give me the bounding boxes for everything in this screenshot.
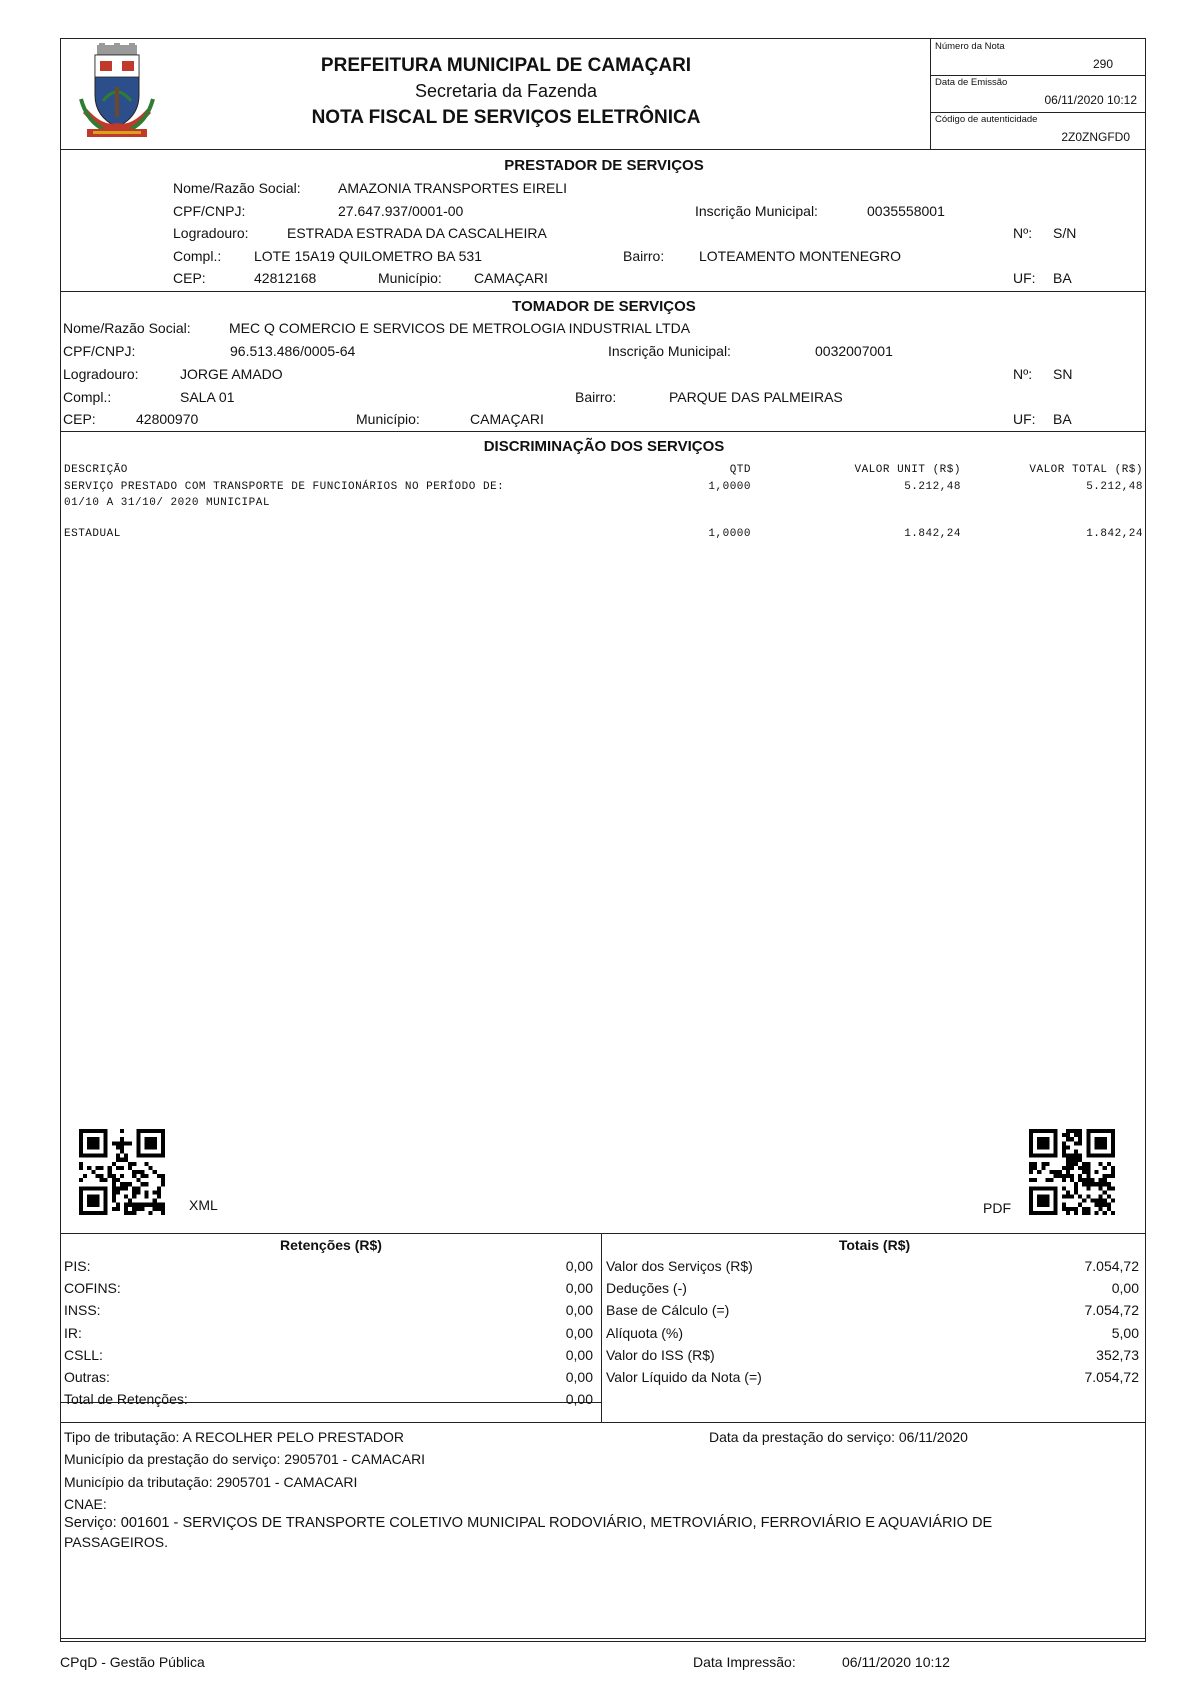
header-box-separator [930,112,1146,113]
tomador-section-title: TOMADOR DE SERVIÇOS [512,298,696,315]
codigo-autenticidade-value: 2Z0ZNGFD0 [1061,130,1130,144]
numero-nota-label: Número da Nota [935,41,1005,52]
total-label: Valor do ISS (R$) [606,1346,715,1363]
tomador-cep-value: 42800970 [136,411,199,427]
retencao-label: INSS: [64,1302,101,1319]
section-divider [61,291,1145,292]
prestador-im-value: 0035558001 [867,203,945,219]
retencao-value: 0,00 [565,1369,593,1385]
total-value: 352,73 [1096,1346,1139,1363]
total-label: Alíquota (%) [606,1324,684,1341]
numero-nota-value: 290 [1092,57,1113,71]
prestador-compl-value: LOTE 15A19 QUILOMETRO BA 531 [254,248,482,264]
servico-description-cont: PASSAGEIROS. [64,1534,168,1550]
service-item-description: ESTADUAL [64,528,121,540]
pdf-label[interactable]: PDF [983,1200,1011,1216]
prestador-im-label: Inscrição Municipal: [695,203,818,219]
tomador-compl-label: Compl.: [63,389,112,405]
prestador-cep-label: CEP: [173,270,206,286]
retencao-label: CSLL: [64,1346,103,1363]
retencao-value: 0,00 [565,1324,593,1341]
tomador-logradouro-label: Logradouro: [63,366,139,382]
prestador-uf-label: UF: [1013,270,1036,286]
xml-qr-code[interactable] [79,1129,165,1215]
service-item-unit: 1.842,24 [904,528,961,540]
tomador-municipio-label: Município: [356,411,420,427]
tomador-uf-value: BA [1053,411,1072,427]
total-label: Deduções (-) [606,1280,687,1297]
retencao-value: 0,00 [565,1280,593,1297]
section-divider [61,1422,1145,1423]
tomador-numero-label: Nº: [1013,366,1033,382]
retencao-value: 0,00 [565,1346,593,1363]
col-unit-header: VALOR UNIT (R$) [854,464,961,476]
tomador-nome-value: MEC Q COMERCIO E SERVICOS DE METROLOGIA INDUSTRIAL LTDA [229,320,691,336]
prestador-logradouro-value: ESTRADA ESTRADA DA CASCALHEIRA [287,225,547,241]
coat-of-arms-logo [73,43,161,143]
department-name: Secretaria da Fazenda [414,81,598,101]
header-box-separator [930,75,1146,76]
tomador-cep-label: CEP: [63,411,96,427]
section-divider [61,1233,1145,1234]
prestador-logradouro-label: Logradouro: [173,225,249,241]
service-item-qtd: 1,0000 [708,481,751,493]
retencao-label: Outras: [64,1369,110,1385]
retencao-label: Total de Retenções: [64,1391,188,1408]
servico-description: Serviço: 001601 - SERVIÇOS DE TRANSPORTE COLETIVO MUNICIPAL RODOVIÁRIO, METROVIÁRIO, FERROVIÁRIO E AQUAVIÁRIO DE [64,1515,993,1531]
tomador-bairro-value: PARQUE DAS PALMEIRAS [669,389,843,405]
col-total-header: VALOR TOTAL (R$) [1029,464,1143,476]
totais-title: Totais (R$) [838,1237,911,1253]
section-divider [61,431,1145,432]
prestador-cep-value: 42812168 [254,270,317,286]
footer-print-value: 06/11/2020 10:12 [842,1654,950,1670]
prestador-municipio-value: CAMAÇARI [474,270,548,286]
bottom-double-line [61,1638,1145,1639]
prestador-bairro-value: LOTEAMENTO MONTENEGRO [699,248,901,264]
prestador-municipio-label: Município: [378,270,442,286]
retencao-label: COFINS: [64,1280,121,1297]
tomador-cpf-label: CPF/CNPJ: [63,343,136,359]
prestador-nome-value: AMAZONIA TRANSPORTES EIRELI [338,180,567,196]
tomador-cpf-value: 96.513.486/0005-64 [230,343,356,359]
header-box-divider [930,39,931,149]
tomador-nome-label: Nome/Razão Social: [63,320,191,336]
invoice-page [60,38,1146,1642]
section-divider [61,149,1145,150]
tomador-numero-value: SN [1053,366,1073,382]
prestador-uf-value: BA [1053,270,1072,286]
retencao-value: 0,00 [565,1258,593,1274]
total-value: 0,00 [1111,1280,1139,1297]
total-label: Valor Líquido da Nota (=) [606,1369,762,1385]
document-title: NOTA FISCAL DE SERVIÇOS ELETRÔNICA [311,107,701,128]
retencao-label: IR: [64,1324,82,1341]
service-item-total: 1.842,24 [1086,528,1143,540]
total-label: Valor dos Serviços (R$) [606,1258,753,1274]
prestador-numero-label: Nº: [1013,225,1033,241]
servicos-section-title: DISCRIMINAÇÃO DOS SERVIÇOS [483,438,725,455]
cnae: CNAE: [64,1496,107,1512]
data-emissao-value: 06/11/2020 10:12 [1044,93,1137,107]
prestador-bairro-label: Bairro: [623,248,665,264]
retencao-value: 0,00 [565,1302,593,1319]
municipio-tributacao: Município da tributação: 2905701 - CAMACARI [64,1474,358,1490]
data-prestacao: Data da prestação do serviço: 06/11/2020 [709,1429,968,1445]
retencao-value: 0,00 [565,1391,593,1408]
service-item-qtd: 1,0000 [708,528,751,540]
xml-label[interactable]: XML [189,1197,218,1213]
retencao-label: PIS: [64,1258,91,1274]
service-item-description: SERVIÇO PRESTADO COM TRANSPORTE DE FUNCIONÁRIOS NO PERÍODO DE: [64,481,505,493]
retencoes-title: Retenções (R$) [280,1237,382,1253]
pdf-qr-code[interactable] [1029,1129,1115,1215]
col-qtd-header: QTD [729,464,751,476]
municipio-prestacao: Município da prestação do serviço: 2905701 - CAMACARI [64,1451,426,1467]
codigo-autenticidade-label: Código de autenticidade [935,114,1038,125]
prestador-compl-label: Compl.: [173,248,222,264]
prestador-cpf-value: 27.647.937/0001-00 [338,203,464,219]
retencoes-totais-divider [601,1233,602,1422]
prestador-numero-value: S/N [1053,225,1077,241]
prestador-section-title: PRESTADOR DE SERVIÇOS [504,157,704,174]
footer-print-label: Data Impressão: [693,1654,796,1670]
tomador-uf-label: UF: [1013,411,1036,427]
service-item-total: 5.212,48 [1086,481,1143,493]
total-value: 7.054,72 [1084,1258,1139,1274]
total-label: Base de Cálculo (=) [606,1302,730,1319]
tomador-logradouro-value: JORGE AMADO [180,366,283,382]
service-item-description: 01/10 A 31/10/ 2020 MUNICIPAL [64,497,270,509]
prestador-cpf-label: CPF/CNPJ: [173,203,246,219]
tomador-bairro-label: Bairro: [575,389,617,405]
tomador-im-label: Inscrição Municipal: [608,343,731,359]
tipo-tributacao: Tipo de tributação: A RECOLHER PELO PRESTADOR [64,1429,405,1445]
footer-system-name: CPqD - Gestão Pública [60,1654,205,1670]
tomador-im-value: 0032007001 [815,343,893,359]
total-value: 5,00 [1111,1324,1139,1341]
tomador-municipio-value: CAMAÇARI [470,411,544,427]
prestador-nome-label: Nome/Razão Social: [173,180,301,196]
org-name: PREFEITURA MUNICIPAL DE CAMAÇARI [320,55,692,76]
col-descricao-header: DESCRIÇÃO [64,464,128,476]
tomador-compl-value: SALA 01 [180,389,235,405]
total-value: 7.054,72 [1084,1302,1139,1319]
data-emissao-label: Data de Emissão [935,77,1008,88]
total-value: 7.054,72 [1084,1369,1139,1385]
service-item-unit: 5.212,48 [904,481,961,493]
